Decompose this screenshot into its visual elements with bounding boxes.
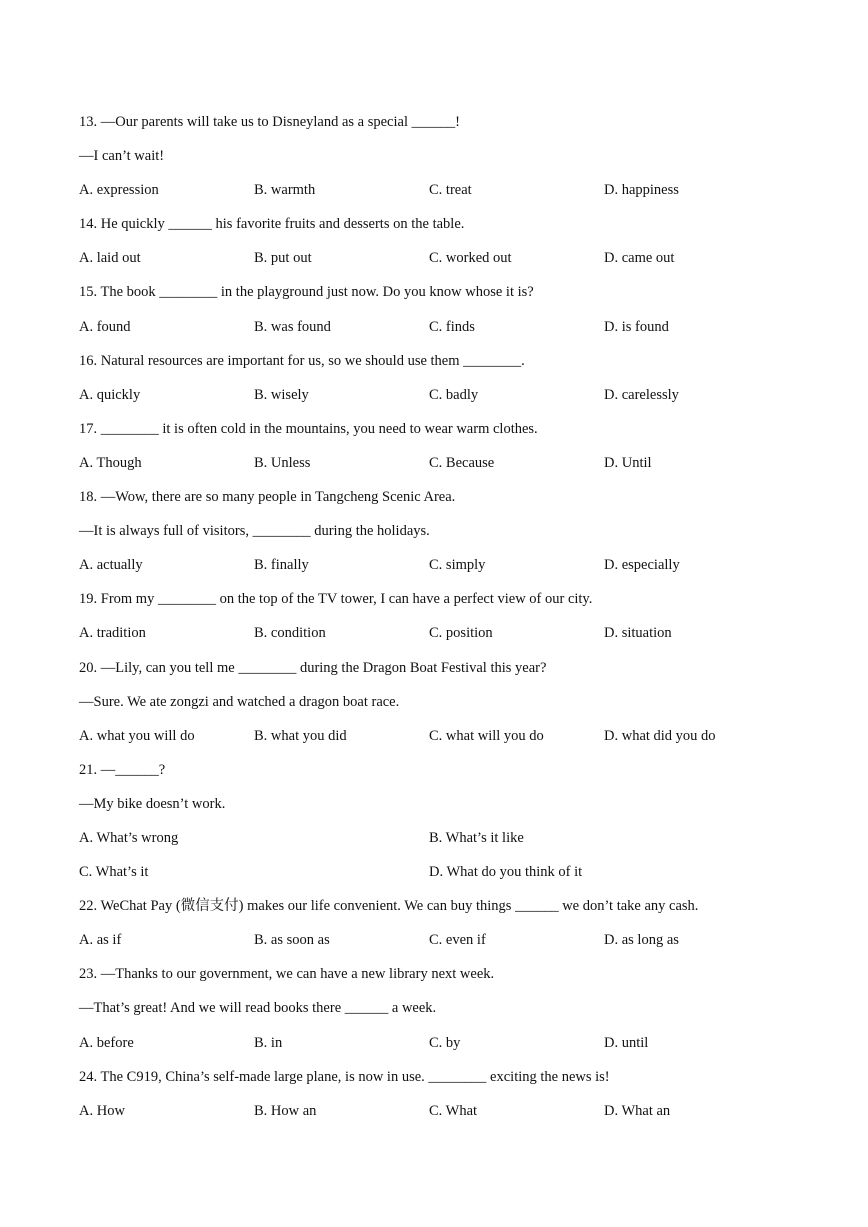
option-d: D. What do you think of it — [429, 864, 583, 881]
question-13-stem: 13. —Our parents will take us to Disneyland as a special ______! — [79, 114, 460, 130]
option-c: C. What — [429, 1102, 478, 1119]
option-d: D. Until — [604, 454, 652, 471]
option-d: D. is found — [604, 318, 669, 335]
question-21-reply: —My bike doesn’t work. — [79, 795, 226, 812]
question-22-stem: 22. WeChat Pay (微信支付) makes our life convenient. We can buy things ______ we don’t take any cash. — [79, 898, 699, 915]
question-16-stem: 16. Natural resources are important for us, so we should use them ________. — [79, 352, 525, 369]
question-20-options — [79, 722, 779, 756]
option-d: D. as long as — [604, 932, 679, 949]
question-17-options — [79, 449, 779, 483]
question-21-options-row-2 — [79, 858, 779, 892]
option-c: C. even if — [429, 932, 486, 949]
option-a: A. tradition — [79, 625, 146, 642]
option-d: D. especially — [604, 557, 680, 574]
option-d: D. carelessly — [604, 386, 679, 403]
question-24-options — [79, 1097, 779, 1131]
option-b: B. in — [254, 1034, 283, 1051]
option-b: B. was found — [254, 318, 331, 335]
option-a: A. before — [79, 1034, 134, 1051]
option-d: D. situation — [604, 625, 672, 642]
question-23-options — [79, 1029, 779, 1063]
option-d: D. what did you do — [604, 727, 716, 744]
option-c: C. what will you do — [429, 727, 544, 744]
option-c: C. by — [429, 1034, 461, 1051]
option-a: A. actually — [79, 557, 143, 574]
question-23-stem: 23. —Thanks to our government, we can have a new library next week. — [79, 966, 495, 983]
option-d: D. happiness — [604, 182, 679, 199]
option-b: B. Unless — [254, 454, 311, 471]
option-b: B. put out — [254, 250, 312, 267]
option-a: A. What’s wrong — [79, 829, 179, 846]
option-c: C. finds — [429, 318, 475, 335]
question-22-options — [79, 926, 779, 960]
option-a: A. found — [79, 318, 131, 335]
option-a: A. as if — [79, 932, 122, 949]
option-b: B. what you did — [254, 727, 347, 744]
option-a: A. Though — [79, 454, 142, 471]
option-c: C. treat — [429, 182, 472, 199]
option-b: B. finally — [254, 557, 309, 574]
question-16-options — [79, 381, 779, 415]
option-d: D. came out — [604, 250, 675, 267]
question-19-stem: 19. From my ________ on the top of the TV tower, I can have a perfect view of our city. — [79, 591, 593, 608]
question-14-stem: 14. He quickly ______ his favorite fruits and desserts on the table. — [79, 216, 465, 233]
question-15-options — [79, 313, 779, 347]
option-d: D. until — [604, 1034, 649, 1051]
question-20-stem: 20. —Lily, can you tell me ________ during the Dragon Boat Festival this year? — [79, 659, 547, 676]
option-b: B. as soon as — [254, 932, 330, 949]
question-24-stem: 24. The C919, China’s self-made large plane, is now in use. ________ exciting the news is! — [79, 1068, 610, 1085]
question-13-options — [79, 176, 779, 210]
question-18-reply: —It is always full of visitors, ________ during the holidays. — [79, 523, 430, 540]
option-a: A. what you will do — [79, 727, 195, 744]
option-c: C. badly — [429, 386, 479, 403]
question-23-reply: —That’s great! And we will read books there ______ a week. — [79, 1000, 437, 1017]
question-13-reply: —I can’t wait! — [79, 148, 165, 165]
question-14-options — [79, 244, 779, 278]
option-a: A. expression — [79, 182, 159, 199]
option-b: B. What’s it like — [429, 829, 524, 846]
option-a: A. laid out — [79, 250, 141, 267]
question-21-options-row-1 — [79, 824, 779, 858]
question-15-stem: 15. The book ________ in the playground just now. Do you know whose it is? — [79, 284, 534, 301]
option-c: C. What’s it — [79, 864, 149, 881]
question-18-stem: 18. —Wow, there are so many people in Tangcheng Scenic Area. — [79, 489, 456, 506]
option-a: A. How — [79, 1102, 125, 1119]
option-c: C. worked out — [429, 250, 512, 267]
question-17-stem: 17. ________ it is often cold in the mountains, you need to wear warm clothes. — [79, 420, 538, 437]
option-c: C. simply — [429, 557, 486, 574]
question-list — [79, 108, 779, 1131]
option-b: B. How an — [254, 1102, 317, 1119]
question-18-options — [79, 551, 779, 585]
option-b: B. warmth — [254, 182, 316, 199]
option-c: C. Because — [429, 454, 495, 471]
question-21-stem: 21. —______? — [79, 761, 166, 778]
question-20-reply: —Sure. We ate zongzi and watched a dragon boat race. — [79, 693, 400, 710]
option-a: A. quickly — [79, 386, 141, 403]
option-d: D. What an — [604, 1102, 671, 1119]
option-b: B. condition — [254, 625, 326, 642]
question-19-options — [79, 619, 779, 653]
option-c: C. position — [429, 625, 493, 642]
option-b: B. wisely — [254, 386, 309, 403]
